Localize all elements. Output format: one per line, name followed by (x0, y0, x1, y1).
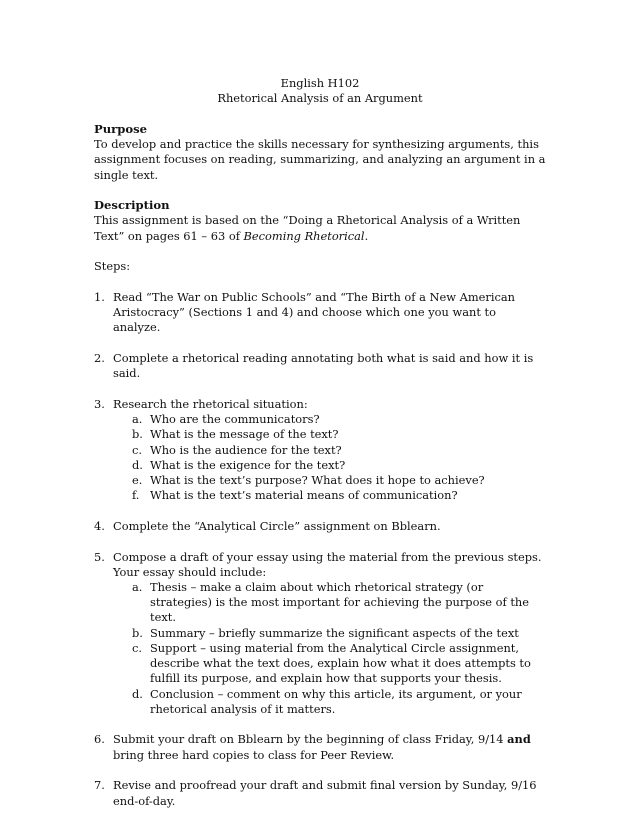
step-text: Read “The War on Public Schools” and “The Birth of a New American Aristocracy” (Sections 1 and 4) and choose which one you want to analyze. (113, 290, 515, 335)
course-code: English H102 (280, 76, 360, 90)
purpose-text: To develop and practice the skills necessary for synthesizing arguments, this assignment focuses on reading, summarizing, and analyzing an argument in a single text. (94, 137, 546, 182)
emphasis-and: and (507, 732, 531, 747)
step-item: 3. Research the rhetorical situation: a. Who are the communicators? b. What is the message of the text? c. Who is the audience for the text? d. What is the exigence for the text? e. What is the text’s purpose? What does it hope to achieve? f. What is the text’s material means of communication? (94, 397, 546, 503)
purpose-heading: Purpose (94, 121, 147, 136)
substep-item: d. What is the exigence for the text? (132, 457, 346, 472)
steps-label: Steps: (94, 259, 131, 274)
step-text: Compose a draft of your essay using the material from the previous steps. Your essay should include: (113, 549, 542, 579)
substep-item: b. Summary – briefly summarize the significant aspects of the text (132, 625, 519, 640)
substep-item: d. Conclusion – comment on why this article, its argument, or your rhetorical analysis of it matters. (132, 686, 522, 716)
step-item: 7. Revise and proofread your draft and submit final version by Sunday, 9/16 end-of-day. (94, 778, 537, 808)
substep-item: a. Who are the communicators? (132, 412, 320, 427)
substeps-list (94, 580, 546, 717)
step-item: 4. Complete the “Analytical Circle” assignment on Bblearn. (94, 518, 441, 533)
description-heading: Description (94, 198, 170, 213)
step-text: Research the rhetorical situation: (113, 397, 308, 412)
substeps-list (94, 412, 546, 503)
steps-list (94, 290, 546, 809)
substep-item: a. Thesis – make a claim about which rhetorical strategy (or strategies) is the most important for achieving the purpose of the text. (132, 580, 530, 625)
description-text: This assignment is based on the “Doing a Rhetorical Analysis of a Written Text” on pages 61 – 63 of Becoming Rhetorical. (94, 213, 521, 243)
step-item: 1. Read “The War on Public Schools” and “The Birth of a New American Aristocracy” (Sections 1 and 4) and choose which one you want to analyze. (94, 290, 515, 335)
substep-item: c. Support – using material from the Analytical Circle assignment, describe what the text does, explain how what it does attempts to fulfill its purpose, and explain how that supports your thesis. (132, 640, 531, 686)
substep-item: b. What is the message of the text? (132, 427, 339, 442)
step-item: 2. Complete a rhetorical reading annotating both what is said and how it is said. (94, 351, 534, 381)
assignment-title: Rhetorical Analysis of an Argument (217, 91, 423, 106)
document-page (94, 76, 546, 809)
book-title: Becoming Rhetorical (243, 228, 365, 243)
step-item: 5. Compose a draft of your essay using the material from the previous steps. Your essay should include: a. Thesis – make a claim about which rhetorical strategy (or strategies) is the most important for achieving the purpose of the text. b. Summary – briefly summarize the significant aspects of the text c. Support – using material from the Analytical Circle assignment, describe what the text does, explain how what it does attempts to fulfill its purpose, and explain how that supports your thesis. d. Conclusion – comment on why this article, its argument, or your rhetorical analysis of it matters. (94, 550, 546, 717)
step-text: Revise and proofread your draft and submit final version by Sunday, 9/16 end-of-day. (113, 778, 537, 808)
substep-item: e. What is the text’s purpose? What does it hope to achieve? (132, 473, 485, 488)
step-text: Complete a rhetorical reading annotating both what is said and how it is said. (113, 351, 534, 381)
step-text: Submit your draft on Bblearn by the beginning of class Friday, 9/14 and bring three hard copies to class for Peer Review. (113, 732, 531, 762)
substep-item: c. Who is the audience for the text? (132, 442, 342, 457)
substep-item: f. What is the text’s material means of communication? (132, 488, 458, 503)
step-item: 6. Submit your draft on Bblearn by the beginning of class Friday, 9/14 and bring three hard copies to class for Peer Review. (94, 732, 531, 762)
step-text: Complete the “Analytical Circle” assignment on Bblearn. (113, 518, 441, 533)
